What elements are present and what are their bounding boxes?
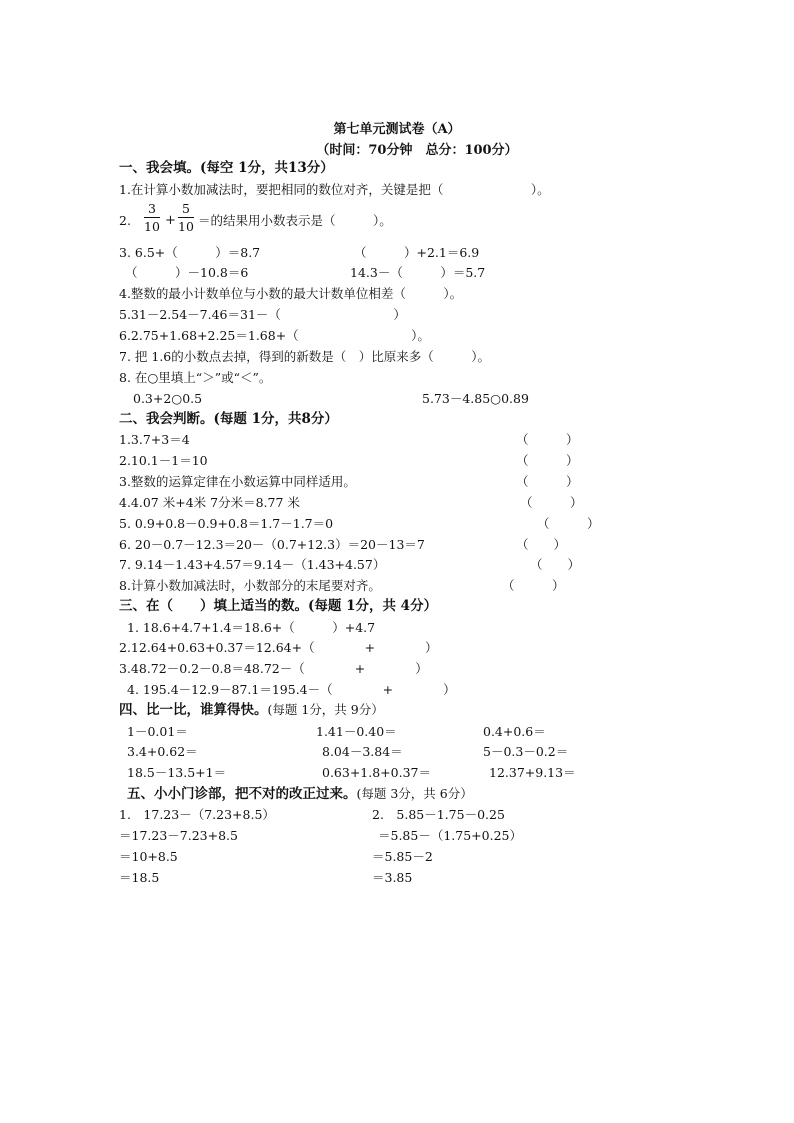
fraction-bar (178, 217, 194, 218)
question-1-8b: 5.73－4.85○0.89 (422, 391, 529, 406)
judge-item-answer: （ ） (537, 516, 600, 531)
plus-sign: + (165, 213, 176, 228)
correction-left-line: ＝17.23－7.23+8.5 (119, 828, 238, 843)
section-5-heading: 五、小小门诊部，把不对的改正过来。 (127, 786, 357, 802)
section-4-heading: 四、比一比，谁算得快。 (119, 702, 268, 718)
fill-item: 4. 195.4－12.9－87.1＝195.4－（ + ） (127, 682, 456, 697)
calc-item: 1－0.01＝ (127, 724, 188, 739)
judge-item-answer: （ ） (516, 453, 579, 468)
section-4-points: (每题 1分，共 9分） (267, 702, 384, 717)
calc-item: 5－0.3－0.2＝ (483, 744, 569, 759)
fraction-bar (144, 217, 160, 218)
judge-item-text: 6. 20－0.7－12.3＝20－（0.7+12.3）＝20－13＝7 (119, 537, 425, 552)
correction-right-line: 2. 5.85－1.75－0.25 (372, 807, 505, 822)
calc-item: 0.4+0.6＝ (483, 724, 546, 739)
judge-item-answer: （ ） (516, 474, 579, 489)
question-1-5: 5.31－2.54－7.46＝31－（ ） (119, 307, 406, 322)
fraction-denominator: 10 (178, 219, 194, 234)
fraction-denominator: 10 (144, 219, 160, 234)
question-1-3d: 14.3－（ ）＝5.7 (350, 265, 486, 280)
calc-item: 0.63+1.8+0.37＝ (322, 765, 431, 780)
judge-item-text: 7. 9.14－1.43+4.57＝9.14－（1.43+4.57） (119, 557, 386, 572)
fraction-numerator: 3 (148, 201, 156, 216)
calc-item: 8.04－3.84＝ (322, 744, 403, 759)
section-5-points: (每题 3分，共 6分） (356, 786, 473, 801)
page-subtitle: （时间：70分钟 总分：100分） (316, 143, 518, 158)
judge-item-answer: （ ） (502, 578, 565, 593)
correction-left-line: 1. 17.23－（7.23+8.5） (119, 807, 275, 822)
calc-item: 12.37+9.13＝ (489, 765, 576, 780)
question-1-7: 7. 把 1.6的小数点去掉，得到的新数是（ ）比原来多（ ）。 (119, 349, 491, 364)
section-2-heading: 二、我会判断。(每题 1分，共8分） (119, 411, 338, 427)
question-1-8a: 0.3+2○0.5 (133, 391, 203, 406)
judge-item-answer: （ ） (530, 557, 581, 572)
calc-item: 1.41－0.40＝ (316, 724, 397, 739)
calc-item: 18.5－13.5+1＝ (127, 765, 227, 780)
judge-item-text: 4.4.07 米+4米 7分米＝8.77 米 (119, 495, 300, 510)
correction-right-line: ＝3.85 (372, 870, 413, 885)
fraction-numerator: 5 (182, 201, 190, 216)
section-5-heading-line (127, 786, 473, 802)
question-1-6: 6.2.75+1.68+2.25＝1.68+（ ）。 (119, 328, 430, 343)
fraction-3-10 (144, 201, 160, 234)
correction-right-line: ＝5.85－2 (372, 849, 433, 864)
section-3-heading: 三、在（ ）填上适当的数。(每题 1分，共 4分） (119, 598, 438, 614)
page-title: 第七单元测试卷（A） (333, 122, 461, 137)
judge-item-text: 1.3.7+3＝4 (119, 432, 190, 447)
correction-right-line: ＝5.85－（1.75+0.25） (378, 828, 522, 843)
judge-item-text: 5. 0.9+0.8－0.9+0.8＝1.7－1.7＝0 (119, 516, 334, 531)
judge-item-answer: （ ） (516, 432, 579, 447)
judge-item-text: 3.整数的运算定律在小数运算中同样适用。 (119, 474, 356, 489)
fill-item: 1. 18.6+4.7+1.4＝18.6+（ ）+4.7 (127, 620, 376, 635)
fill-item: 3.48.72－0.2－0.8＝48.72－（ + ） (119, 661, 428, 676)
calc-item: 3.4+0.62＝ (127, 744, 198, 759)
fraction-5-10 (178, 201, 194, 234)
question-1-4: 4.整数的最小计数单位与小数的最大计数单位相差（ ）。 (119, 286, 463, 301)
judge-item-answer: （ ） (520, 495, 583, 510)
question-1-2-number: 2. (119, 213, 131, 228)
fill-item: 2.12.64+0.63+0.37＝12.64+（ + ） (119, 640, 438, 655)
question-1-1: 1.在计算小数加减法时，要把相同的数位对齐，关键是把（ ）。 (119, 182, 550, 197)
question-1-3a: 3. 6.5+（ ）＝8.7 (119, 245, 261, 260)
question-1-3c: （ ）－10.8＝6 (125, 265, 249, 280)
judge-item-text: 2.10.1－1＝10 (119, 453, 208, 468)
correction-left-line: ＝18.5 (119, 870, 160, 885)
question-1-8: 8. 在○里填上“＞”或“＜”。 (119, 370, 272, 385)
judge-item-answer: （ ） (516, 537, 567, 552)
question-1-2-text: ＝的结果用小数表示是（ ）。 (198, 213, 392, 228)
question-1-3b: （ ）+2.1＝6.9 (354, 245, 480, 260)
judge-item-text: 8.计算小数加减法时，小数部分的末尾要对齐。 (119, 578, 381, 593)
correction-left-line: ＝10+8.5 (119, 849, 178, 864)
section-1-heading: 一、我会填。(每空 1分，共13分） (119, 160, 334, 176)
section-4-heading-line (119, 702, 384, 718)
